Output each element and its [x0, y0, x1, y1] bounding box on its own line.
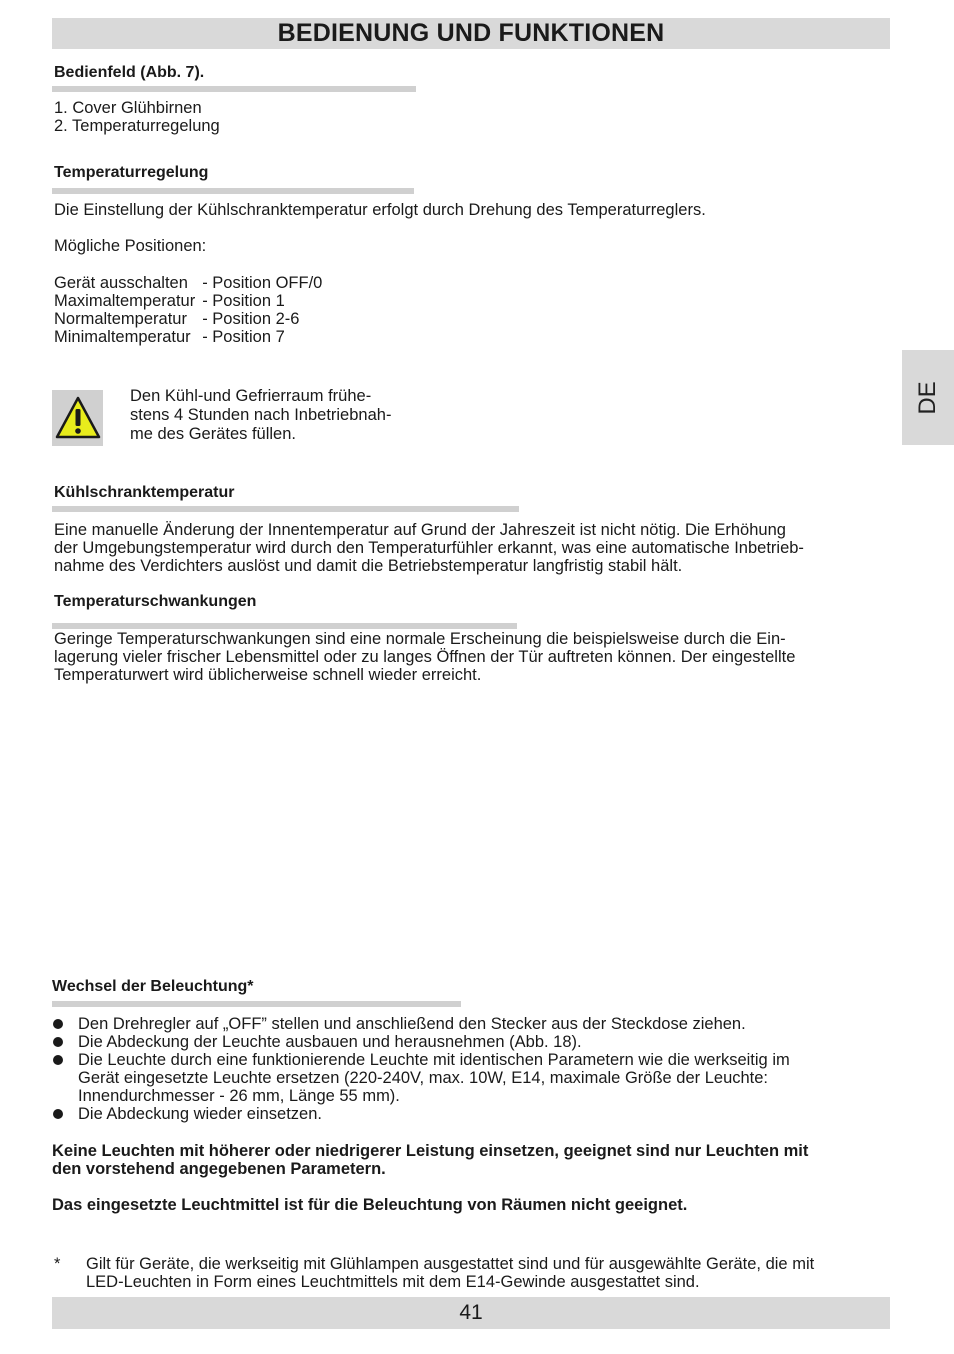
section-divider — [52, 1001, 461, 1007]
section-divider — [52, 506, 519, 512]
page-title: BEDIENUNG UND FUNKTIONEN — [52, 18, 890, 49]
control-panel-item: 2. Temperaturregelung — [54, 117, 220, 135]
position-label: Maximaltemperatur — [54, 292, 196, 310]
lighting-note-1 — [52, 1142, 808, 1178]
footnote-line: LED-Leuchten in Form eines Leuchtmittels mit dem E14-Gewinde ausgestattet sind. — [86, 1273, 700, 1291]
section-divider — [52, 623, 517, 629]
position-label: Gerät ausschalten — [54, 274, 188, 292]
temp-control-intro: Die Einstellung der Kühlschranktemperatur erfolgt durch Drehung des Temperaturreglers. — [54, 201, 706, 219]
lighting-heading: Wechsel der Beleuchtung* — [52, 978, 254, 995]
list-item-line: Innendurchmesser - 26 mm, Länge 55 mm). — [78, 1087, 400, 1105]
fluctuations-text — [54, 630, 795, 684]
footnote-mark: * — [54, 1255, 61, 1273]
position-value: - Position 7 — [202, 328, 285, 346]
warning-text — [130, 387, 391, 444]
list-item-line: Die Abdeckung wieder einsetzen. — [78, 1105, 322, 1123]
language-tab-label: DE — [914, 380, 941, 415]
section-divider — [52, 188, 414, 194]
list-item — [52, 1033, 892, 1051]
fridge-temp-heading: Kühlschranktemperatur — [54, 484, 235, 501]
list-item — [52, 1051, 892, 1105]
positions-table — [54, 274, 322, 346]
list-item — [52, 1015, 892, 1033]
positions-label: Mögliche Positionen: — [54, 237, 207, 255]
warning-line: Den Kühl-und Gefrierraum frühe- — [130, 387, 372, 405]
list-item-line: Den Drehregler auf „OFF” stellen und anschließend den Stecker aus der Steckdose ziehen. — [78, 1015, 746, 1033]
note-line: Keine Leuchten mit höherer oder niedrigerer Leistung einsetzen, geeignet sind nur Leuchten mit — [52, 1142, 809, 1160]
list-item-line: Die Leuchte durch eine funktionierende Leuchte mit identischen Parametern wie die werkseitig im — [78, 1051, 790, 1069]
warning-icon-box — [52, 390, 103, 446]
lighting-note-2: Das eingesetzte Leuchtmittel ist für die Beleuchtung von Räumen nicht geeignet. — [52, 1196, 688, 1214]
lighting-steps — [52, 1015, 892, 1123]
list-item — [52, 1105, 892, 1123]
position-value: - Position OFF/0 — [202, 274, 323, 292]
language-tab — [902, 350, 954, 445]
position-row — [54, 292, 322, 310]
list-item-line: Gerät eingesetzte Leuchte ersetzen (220-240V, max. 10W, E14, maximale Größe der Leuchte: — [78, 1069, 769, 1087]
position-row — [54, 274, 322, 292]
position-value: - Position 1 — [202, 292, 285, 310]
section-divider — [52, 86, 416, 92]
paragraph-line: Geringe Temperaturschwankungen sind eine normale Erscheinung die beispielsweise durch die Ein- — [54, 630, 786, 648]
paragraph-line: Temperaturwert wird üblicherweise schnell wieder erreicht. — [54, 666, 482, 684]
paragraph-line: Eine manuelle Änderung der Innentemperatur auf Grund der Jahreszeit ist nicht nötig. Die Erhöhung — [54, 521, 786, 539]
paragraph-line: lagerung vieler frischer Lebensmittel oder zu langes Öffnen der Tür auftreten können. Der eingestellte — [54, 648, 796, 666]
note-line: den vorstehend angegebenen Parametern. — [52, 1160, 386, 1178]
page-number: 41 — [52, 1297, 890, 1329]
fluctuations-heading: Temperaturschwankungen — [54, 593, 257, 610]
paragraph-line: nahme des Verdichters auslöst und damit die Betriebstemperatur langfristig stabil hält. — [54, 557, 683, 575]
position-label: Normaltemperatur — [54, 310, 187, 328]
paragraph-line: der Umgebungstemperatur wird durch den Temperaturfühler erkannt, was eine automatische Inbetrieb- — [54, 539, 804, 557]
warning-line: me des Gerätes füllen. — [130, 425, 296, 443]
fridge-temp-text — [54, 521, 804, 575]
list-item-line: Die Abdeckung der Leuchte ausbauen und herausnehmen (Abb. 18). — [78, 1033, 582, 1051]
position-value: - Position 2-6 — [202, 310, 300, 328]
footnote-line: Gilt für Geräte, die werkseitig mit Glühlampen ausgestattet sind und für ausgewählte Geräte, die mit — [86, 1255, 815, 1273]
position-label: Minimaltemperatur — [54, 328, 191, 346]
position-row — [54, 310, 322, 328]
footnote-text — [86, 1255, 814, 1291]
control-panel-item: 1. Cover Glühbirnen — [54, 99, 202, 117]
warning-triangle-icon — [55, 395, 101, 441]
position-row — [54, 328, 322, 346]
control-panel-heading: Bedienfeld (Abb. 7). — [54, 64, 205, 81]
warning-line: stens 4 Stunden nach Inbetriebnah- — [130, 406, 392, 424]
temp-control-heading: Temperaturregelung — [54, 164, 209, 181]
